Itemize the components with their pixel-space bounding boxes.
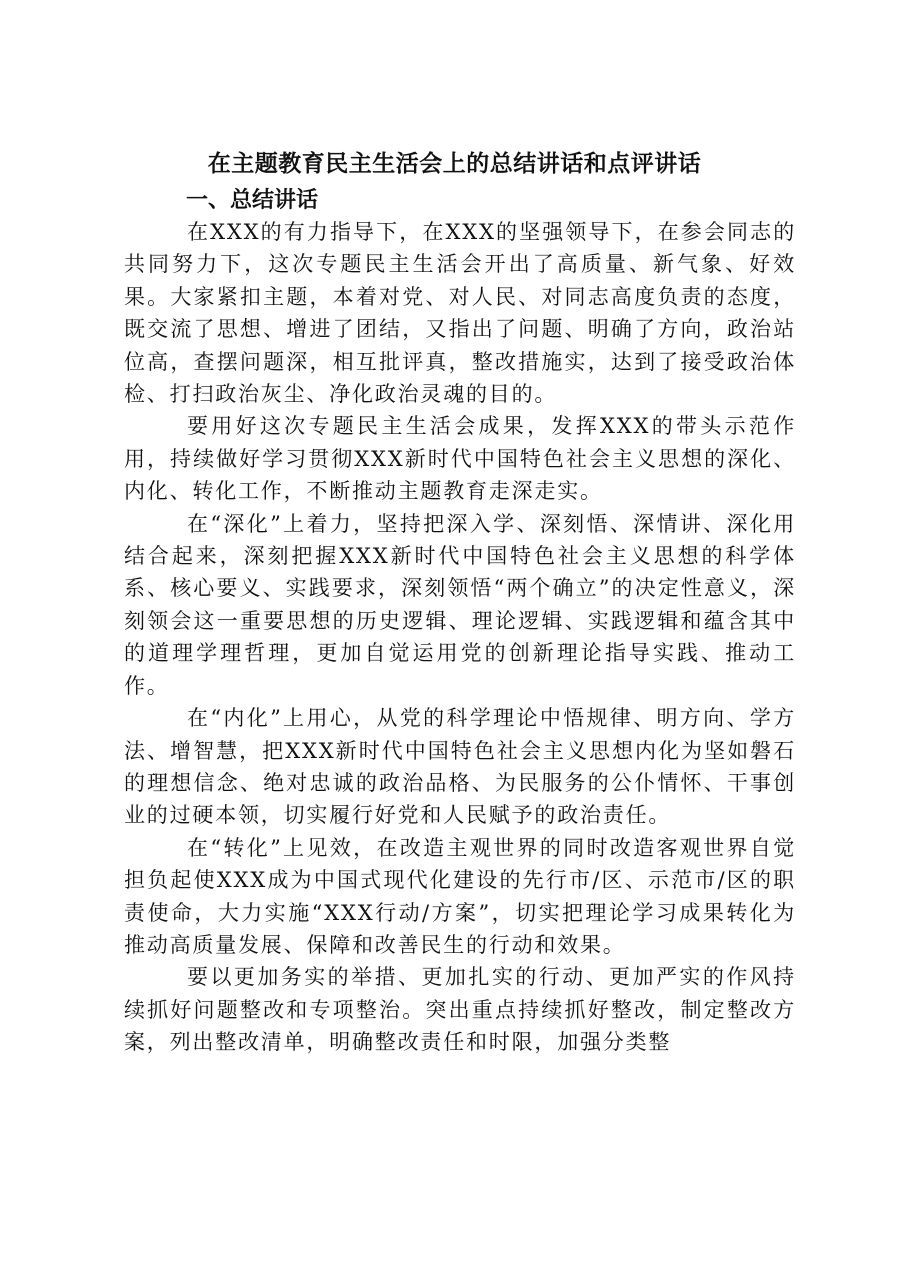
document-body bbox=[124, 216, 796, 1059]
document-title: 在主题教育民主生活会上的总结讲话和点评讲话 bbox=[207, 150, 702, 177]
paragraph-5: 在“转化”上见效，在改造主观世界的同时改造客观世界自觉担负起使XXX成为中国式现代化建设的先行市/区、示范市/区的职责使命，大力实施“XXX行动/方案”，切实把理论学习成果转化为推动高质量发展、保障和改善民生的行动和效果。 bbox=[124, 835, 796, 957]
paragraph-6: 要以更加务实的举措、更加扎实的行动、更加严实的作风持续抓好问题整改和专项整治。突出重点持续抓好整改，制定整改方案，列出整改清单，明确整改责任和时限，加强分类整 bbox=[124, 965, 796, 1055]
paragraph-4: 在“内化”上用心，从党的科学理论中悟规律、明方向、学方法、增智慧，把XXX新时代中国特色社会主义思想内化为坚如磐石的理想信念、绝对忠诚的政治品格、为民服务的公仆情怀、干事创业的过硬本领，切实履行好党和人民赋予的政治责任。 bbox=[124, 706, 796, 828]
paragraph-2: 要用好这次专题民主生活会成果，发挥XXX的带头示范作用，持续做好学习贯彻XXX新时代中国特色社会主义思想的深化、内化、转化工作，不断推动主题教育走深走实。 bbox=[124, 414, 796, 504]
paragraph-1: 在XXX的有力指导下，在XXX的坚强领导下，在参会同志的共同努力下，这次专题民主生活会开出了高质量、新气象、好效果。大家紧扣主题，本着对党、对人民、对同志高度负责的态度，既交流了思想、增进了团结，又指出了问题、明确了方向，政治站位高，查摆问题深，相互批评真，整改措施实，达到了接受政治体检、打扫政治灰尘、净化政治灵魂的目的。 bbox=[124, 220, 796, 407]
paragraph-3: 在“深化”上着力，坚持把深入学、深刻悟、深情讲、深化用结合起来，深刻把握XXX新时代中国特色社会主义思想的科学体系、核心要义、实践要求，深刻领悟“两个确立”的决定性意义，深刻领会这一重要思想的历史逻辑、理论逻辑、实践逻辑和蕴含其中的道理学理哲理，更加自觉运用党的创新理论指导实践、推动工作。 bbox=[124, 511, 796, 698]
section-heading: 一、总结讲话 bbox=[186, 188, 319, 213]
